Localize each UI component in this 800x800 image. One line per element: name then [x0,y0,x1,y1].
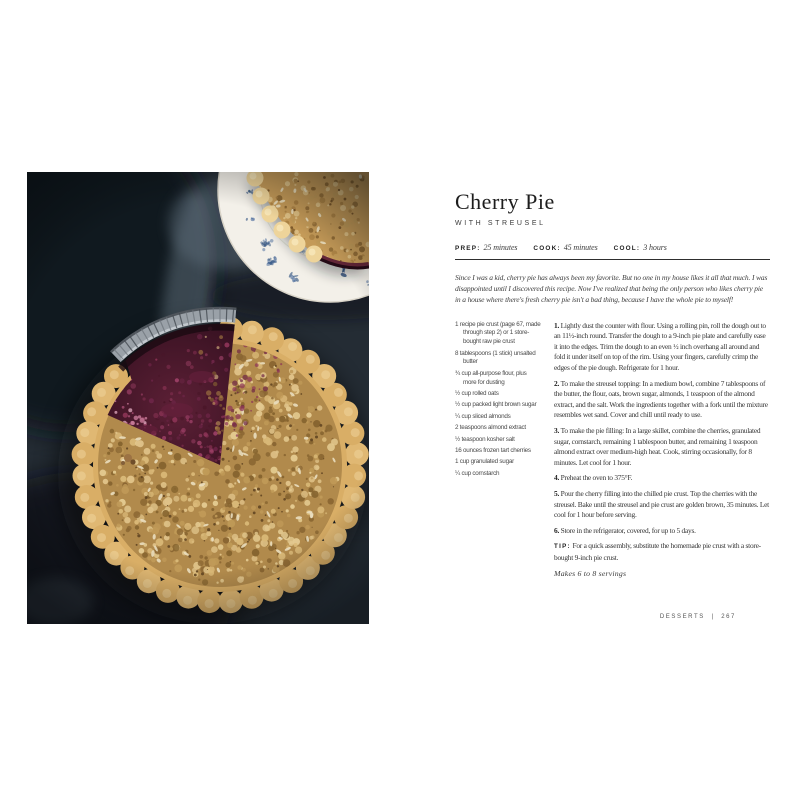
recipe-subtitle: WITH STREUSEL [455,219,546,227]
pie-photo-illustration [27,172,369,624]
recipe-step: 3. To make the pie filling: In a large skillet, combine the cherries, granulated sugar, cornstarch, remaining 1 tablespoon butter, and remaining 1 teaspoon almond extract over medium-high heat. Cook, stirring occasionally, for 8 minutes. Let cool for 1 hour. [554,425,761,467]
recipe-step: 2. To make the streusel topping: In a medium bowl, combine 7 tablespoons of the butter, the flour, oats, brown sugar, almonds, 1 teaspoon of the almond extract, and the salt. Work the ingredients together with a fork until the mixture resembles wet sand. Cover and chill until ready to use. [554,378,768,420]
footer-spacer [715,614,718,620]
ingredient-item: 16 ounces frozen tart cherries [455,446,531,454]
cool-value: 3 hours [643,242,667,252]
step-list [554,321,770,537]
recipe-meta [455,243,770,260]
meta-prep [455,243,517,252]
ingredient-list [455,321,541,584]
page-footer [455,614,736,620]
recipe-tip [554,541,770,563]
recipe-columns [455,321,770,584]
prep-label: PREP: [455,244,481,252]
footer-page-number: 267 [721,614,736,620]
ingredient-item: ½ teaspoon kosher salt [455,435,515,443]
meta-cool [614,243,667,252]
recipe-step: 4. Preheat the oven to 375°F. [554,473,633,483]
footer-section: DESSERTS [659,614,705,620]
steps [554,321,770,584]
yield-note: Makes 6 to 8 servings [554,568,627,578]
ingredient-item: ¼ cup cornstarch [455,469,500,477]
ingredient-item: ½ cup packed light brown sugar [455,401,537,409]
recipe-title: Cherry Pie [455,189,555,214]
recipe-step: 1. Lightly dust the counter with flour. Using a rolling pin, roll the dough out to an 11½-inch round. Transfer the dough to a 9-inch pie plate and carefully ease it into the edges. Trim the dough to an even ½ inch overhang all around and fold it under itself on top of the rim. Using your fingers, carefully crimp the edges of the pie dough. Refrigerate for 1 hour. [554,320,766,372]
ingredient-item: ¾ cup all-purpose flour, plus more for dusting [455,369,527,386]
cook-value: 45 minutes [563,242,598,252]
footer-divider-glyph: | [711,614,715,620]
tip-text-body: For a quick assembly, substitute the homemade pie crust with a store-bought 9-inch pie crust. [554,541,761,562]
recipe-panel [455,190,770,584]
tip-label: TIP: [554,543,571,551]
cool-label: COOL: [613,244,641,252]
recipe-step: 6. Store in the refrigerator, covered, for up to 5 days. [554,525,696,535]
ingredient-item: 2 teaspoons almond extract [455,424,526,432]
cook-label: COOK: [533,244,561,252]
ingredient-item: 8 tablespoons (1 stick) unsalted butter [455,349,536,366]
ingredient-item: ¼ cup sliced almonds [455,412,511,420]
recipe-intro: Since I was a kid, cherry pie has always been my favorite. But no one in my house likes it all that much. I was disappointed until I discovered this recipe. Now I've realized that being the only person who likes cherry pie in a house where there's fresh cherry pie isn't a bad thing, because I have the whole pie to myself! [455,272,768,304]
recipe-step: 5. Pour the cherry filling into the chilled pie crust. Top the cherries with the streusel. Bake until the streusel and pie crust are golden brown, 35 minutes. Let cool for 1 hour before serving. [554,488,769,520]
ingredient-item: 1 recipe pie crust (page 67, made through step 2) or 1 store-bought raw pie crust [455,320,541,346]
ingredient-item: ½ cup rolled oats [455,389,499,397]
pie-photo [27,172,369,624]
prep-value: 25 minutes [483,242,518,252]
meta-cook [533,243,597,252]
ingredient-item: 1 cup granulated sugar [455,458,514,466]
